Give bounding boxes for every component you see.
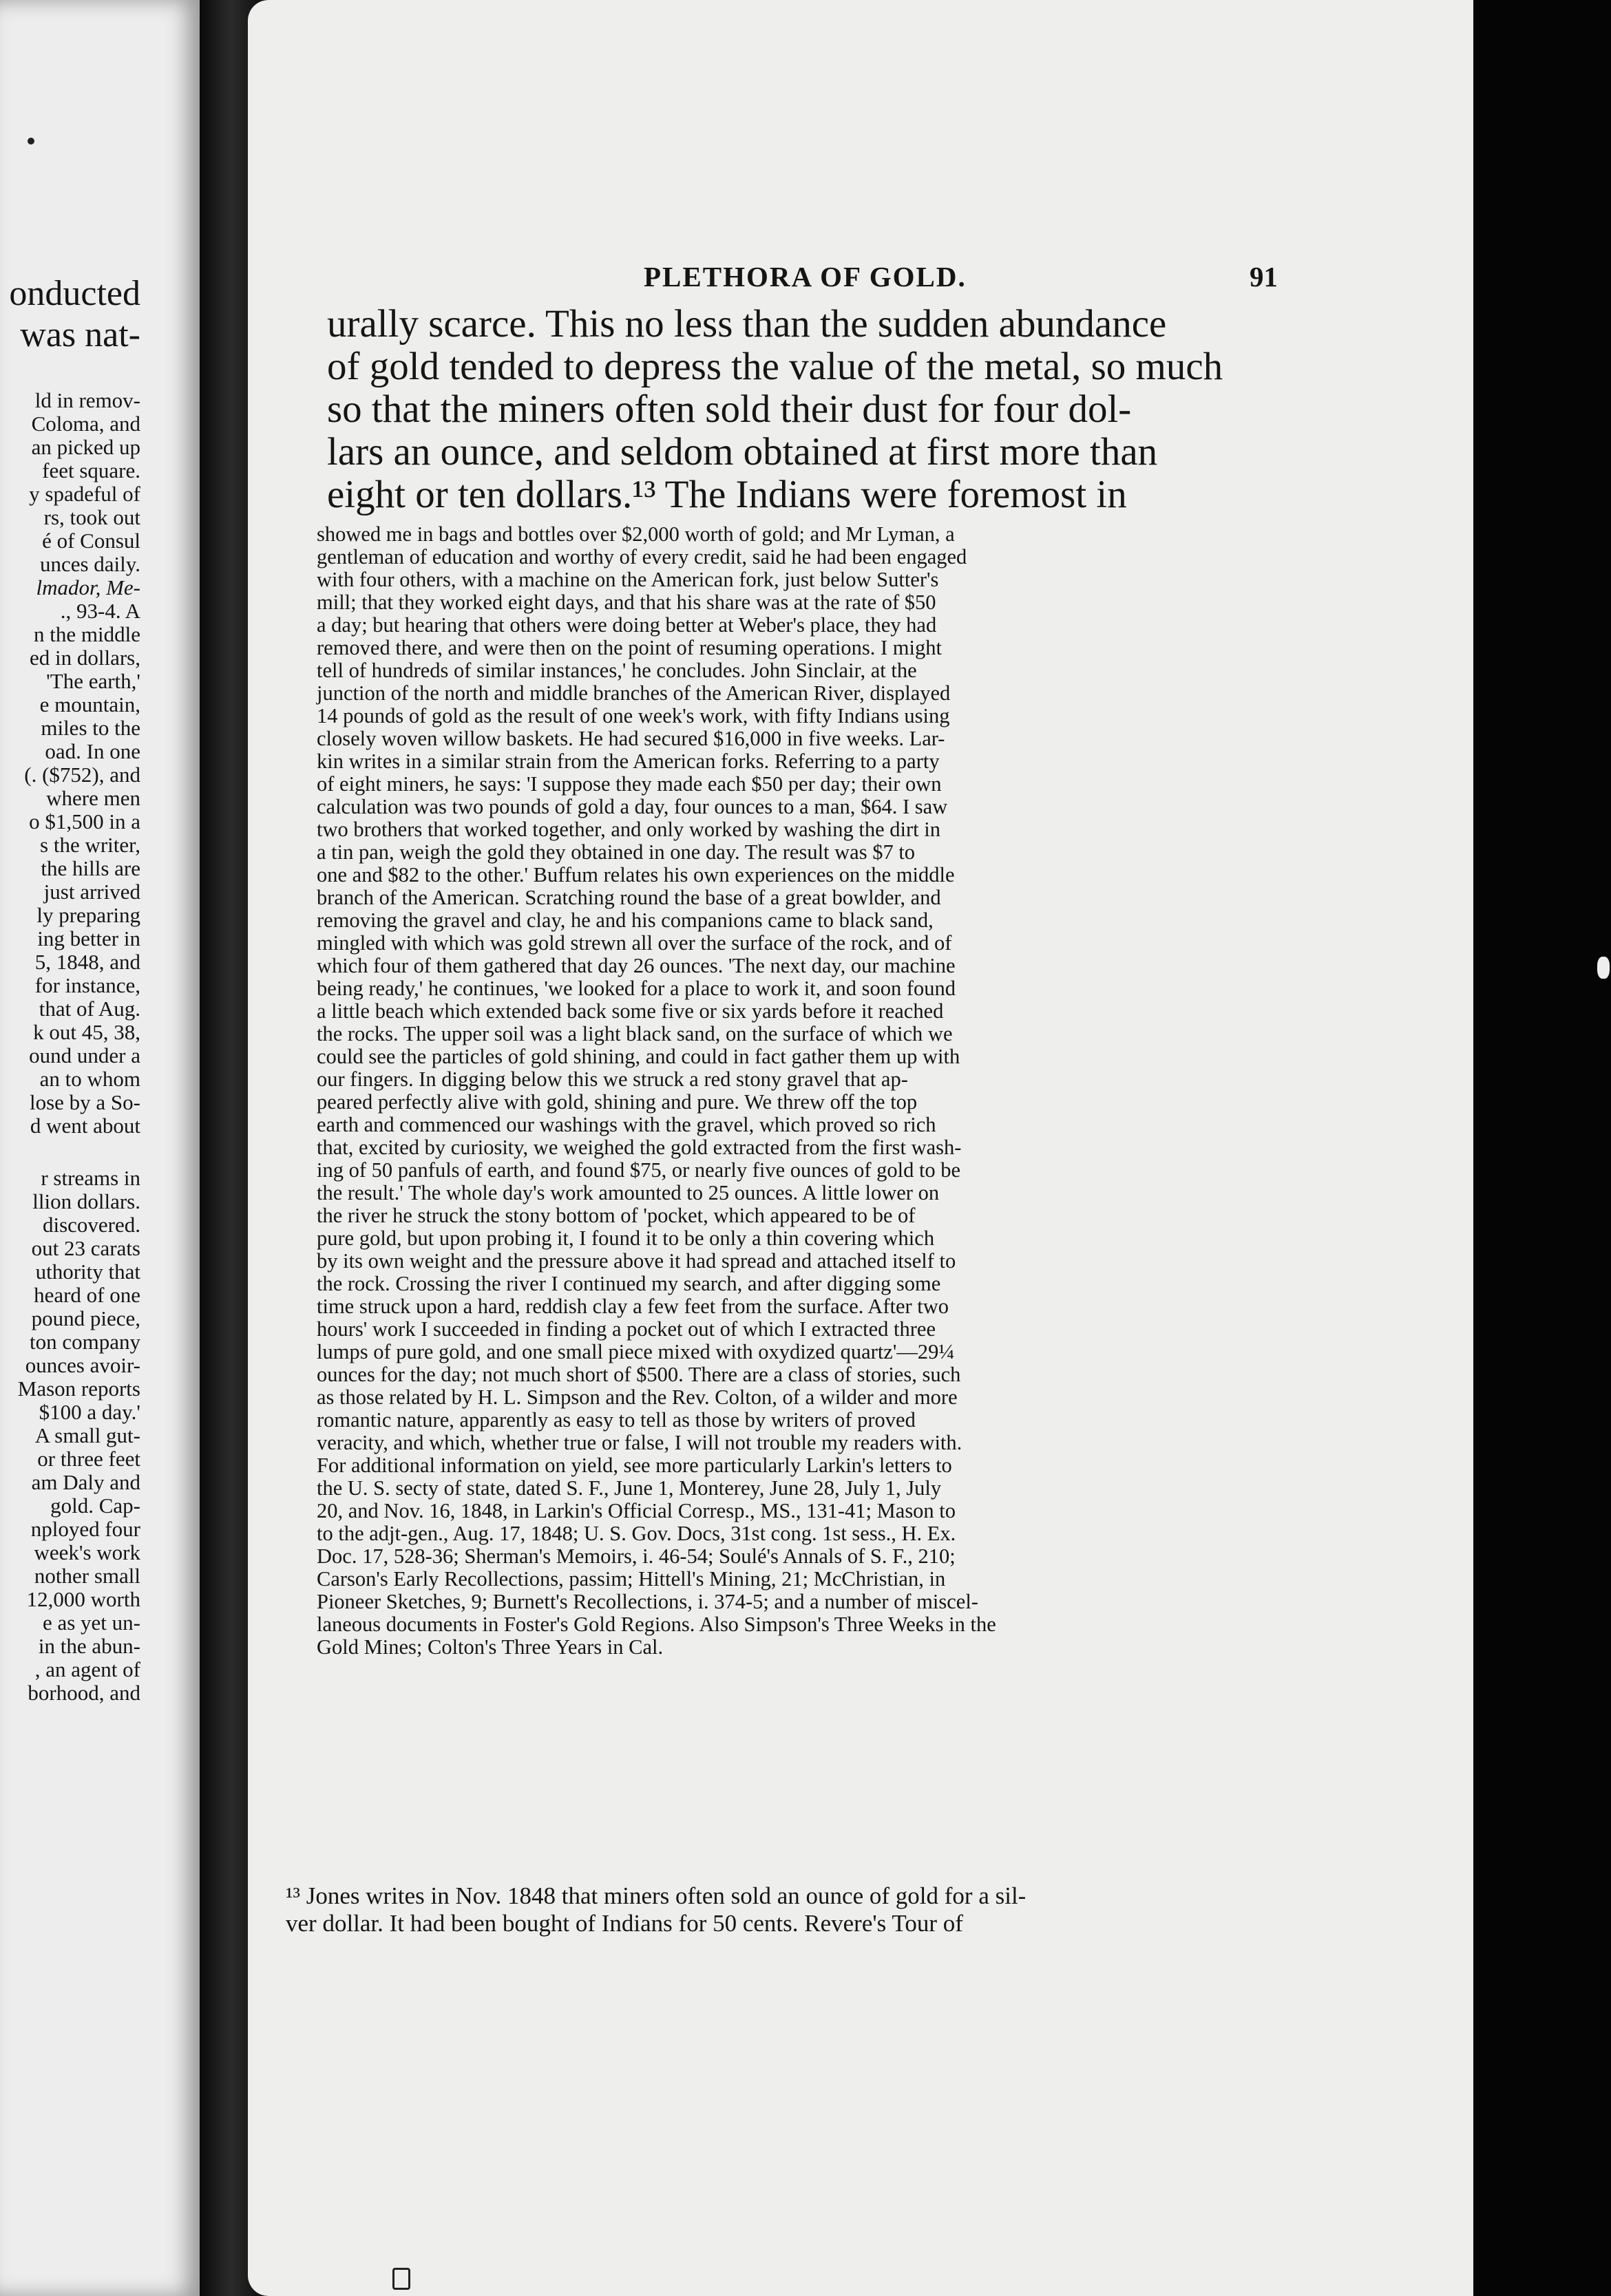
facing-page-line: r streams in xyxy=(41,1166,140,1190)
footnote-line: Carson's Early Recollections, passim; Hittell's Mining, 21; McChristian, in xyxy=(317,1567,946,1591)
facing-page-line: , an agent of xyxy=(34,1657,140,1681)
footnote-line: earth and commenced our washings with the gravel, which proved so rich xyxy=(317,1113,936,1136)
facing-page-line: ld in remov- xyxy=(34,388,140,412)
footnote-line: pure gold, but upon probing it, I found it to be only a thin covering which xyxy=(317,1226,935,1250)
footnote-line: one and $82 to the other.' Buffum relates his own experiences on the middle xyxy=(317,863,955,886)
facing-page-line: 12,000 worth xyxy=(26,1587,140,1611)
footnote-line: ounces for the day; not much short of $500. There are a class of stories, such xyxy=(317,1363,961,1386)
facing-page-line: e mountain, xyxy=(39,692,140,716)
body-line: of gold tended to depress the value of the metal, so much xyxy=(327,345,1223,388)
footnote-line: the rocks. The upper soil was a light black sand, on the surface of which we xyxy=(317,1022,953,1045)
facing-page-line: pound piece, xyxy=(31,1306,140,1330)
page-number: 91 xyxy=(1250,261,1278,293)
body-line: lars an ounce, and seldom obtained at first more than xyxy=(327,430,1158,474)
facing-page-line: e as yet un- xyxy=(42,1611,140,1635)
facing-page-line: nother small xyxy=(34,1564,140,1588)
facing-page-line: 'The earth,' xyxy=(46,669,140,693)
facing-page-line: é of Consul xyxy=(42,529,140,553)
facing-page-line: an to whom xyxy=(39,1067,140,1091)
footnote-13 xyxy=(286,1882,1473,1937)
footnote-line: the rock. Crossing the river I continued my search, and after digging some xyxy=(317,1272,941,1295)
facing-page-line: o $1,500 in a xyxy=(29,809,140,833)
ink-dot xyxy=(28,138,34,145)
facing-page-line: ound under a xyxy=(29,1043,140,1067)
footnote-line: of eight miners, he says: 'I suppose they made each $50 per day; their own xyxy=(317,772,942,796)
footnote-line: mingled with which was gold strewn all over the surface of the rock, and of xyxy=(317,931,952,955)
page-marker-glyph xyxy=(392,2268,410,2290)
footnote-line: closely woven willow baskets. He had secured $16,000 in five weeks. Lar- xyxy=(317,727,945,750)
facing-page-line: am Daly and xyxy=(31,1470,140,1494)
footnote-line: removing the gravel and clay, he and his companions came to black sand, xyxy=(317,908,934,932)
footnote-line: could see the particles of gold shining, and could in fact gather them up with xyxy=(317,1045,960,1068)
facing-page-line: 5, 1848, and xyxy=(34,950,140,974)
footnote-line: the U. S. secty of state, dated S. F., June 1, Monterey, June 28, July 1, July xyxy=(317,1476,942,1500)
facing-page-line: unces daily. xyxy=(39,552,140,576)
facing-page-line: or three feet xyxy=(37,1447,140,1471)
footnote-line: lumps of pure gold, and one small piece mixed with oxydized quartz'—29¼ xyxy=(317,1340,955,1363)
facing-page-line: where men xyxy=(46,786,140,810)
footnote-line: being ready,' he continues, 'we looked for a place to work it, and soon found xyxy=(317,977,956,1000)
footnote-line: laneous documents in Foster's Gold Regions. Also Simpson's Three Weeks in the xyxy=(317,1613,996,1636)
body-text xyxy=(327,303,1473,516)
footnote-line: romantic nature, apparently as easy to tell as those by writers of proved xyxy=(317,1408,916,1432)
footnote-line: with four others, with a machine on the American fork, just below Sutter's xyxy=(317,568,939,591)
facing-page-line: nployed four xyxy=(30,1517,140,1541)
facing-page-line: uthority that xyxy=(35,1259,140,1284)
facing-page-line: for instance, xyxy=(34,973,140,997)
facing-page-line: feet square. xyxy=(42,458,140,482)
footnote-line: to the adjt-gen., Aug. 17, 1848; U. S. Gov. Docs, 31st cong. 1st sess., H. Ex. xyxy=(317,1522,956,1545)
footnote-line: mill; that they worked eight days, and that his share was at the rate of $50 xyxy=(317,591,936,614)
facing-page-line: ounces avoir- xyxy=(25,1353,140,1377)
scan-speck xyxy=(1597,957,1610,979)
footnote-line: junction of the north and middle branches of the American River, displayed xyxy=(317,681,951,705)
facing-page-line: n the middle xyxy=(34,622,140,646)
footnote-line: Pioneer Sketches, 9; Burnett's Recollections, i. 374-5; and a number of miscel- xyxy=(317,1590,978,1613)
footnote-line: a tin pan, weigh the gold they obtained in one day. The result was $7 to xyxy=(317,840,916,864)
footnote-line: ver dollar. It had been bought of Indians for 50 cents. Revere's Tour of xyxy=(286,1910,963,1937)
footnote-line: veracity, and which, whether true or false, I will not trouble my readers with. xyxy=(317,1431,962,1454)
footnote-line: time struck upon a hard, reddish clay a few feet from the surface. After two xyxy=(317,1295,949,1318)
facing-page-line: the hills are xyxy=(41,856,140,880)
footnote-line: peared perfectly alive with gold, shining and pure. We threw off the top xyxy=(317,1090,918,1114)
footnote-line: by its own weight and the pressure above it had spread and attached itself to xyxy=(317,1249,956,1273)
footnote-line: Doc. 17, 528-36; Sherman's Memoirs, i. 46-54; Soulé's Annals of S. F., 210; xyxy=(317,1544,956,1568)
footnote-line: kin writes in a similar strain from the American forks. Referring to a party xyxy=(317,750,940,773)
main-page xyxy=(248,0,1473,2296)
facing-page-line: out 23 carats xyxy=(31,1236,140,1260)
facing-page-line: k out 45, 38, xyxy=(33,1020,140,1044)
body-line: so that the miners often sold their dust for four dol- xyxy=(327,387,1132,431)
facing-page-line: y spadeful of xyxy=(29,482,140,506)
facing-page-line: A small gut- xyxy=(34,1423,140,1447)
facing-page-line: ed in dollars, xyxy=(30,646,140,670)
footnote-line: Gold Mines; Colton's Three Years in Cal. xyxy=(317,1635,664,1659)
facing-page-line: d went about xyxy=(30,1114,140,1138)
footnote-line: branch of the American. Scratching round the base of a great bowlder, and xyxy=(317,886,941,909)
footnote-line: gentleman of education and worthy of every credit, said he had been engaged xyxy=(317,545,967,568)
facing-page xyxy=(0,0,200,2296)
footnote-continuation xyxy=(317,523,1473,1659)
facing-page-line: miles to the xyxy=(41,716,140,740)
facing-page-line: in the abun- xyxy=(38,1634,140,1658)
facing-page-line: oad. In one xyxy=(45,739,140,763)
footnote-line: hours' work I succeeded in finding a pocket out of which I extracted three xyxy=(317,1317,936,1341)
footnote-line: the river he struck the stony bottom of 'pocket, which appeared to be of xyxy=(317,1204,916,1227)
facing-page-line: an picked up xyxy=(31,435,140,459)
facing-page-line: heard of one xyxy=(34,1283,140,1307)
footnote-line: showed me in bags and bottles over $2,000 worth of gold; and Mr Lyman, a xyxy=(317,522,955,546)
footnote-line: 20, and Nov. 16, 1848, in Larkin's Official Corresp., MS., 131-41; Mason to xyxy=(317,1499,956,1522)
facing-page-line: that of Aug. xyxy=(39,997,140,1021)
page-header xyxy=(396,260,1291,295)
footnote-line: a little beach which extended back some five or six yards before it reached xyxy=(317,999,944,1023)
facing-page-line: llion dollars. xyxy=(32,1189,140,1213)
body-line: urally scarce. This no less than the sudden abundance xyxy=(327,302,1167,346)
footnote-line: a day; but hearing that others were doing better at Weber's place, they had xyxy=(317,613,937,637)
facing-page-line: lmador, Me- xyxy=(36,575,140,599)
footnote-line: that, excited by curiosity, we weighed the gold extracted from the first wash- xyxy=(317,1136,962,1159)
facing-page-line: ly preparing xyxy=(36,903,140,927)
footnote-line: 14 pounds of gold as the result of one week's work, with fifty Indians using xyxy=(317,704,950,727)
scan-border xyxy=(1473,0,1611,2296)
footnote-line: ¹³ Jones writes in Nov. 1848 that miners often sold an ounce of gold for a sil- xyxy=(286,1882,1026,1909)
facing-page-line: Coloma, and xyxy=(31,412,140,436)
facing-page-line: ing better in xyxy=(37,926,140,950)
footnote-line: ing of 50 panfuls of earth, and found $75, or nearly five ounces of gold to be xyxy=(317,1158,961,1182)
facing-page-line: discovered. xyxy=(42,1213,140,1237)
facing-page-line: rs, took out xyxy=(43,505,140,529)
facing-page-line: just arrived xyxy=(43,880,140,904)
footnote-line: calculation was two pounds of gold a day, four ounces to a man, $64. I saw xyxy=(317,795,948,818)
footnote-line: as those related by H. L. Simpson and the Rev. Colton, of a wilder and more xyxy=(317,1385,958,1409)
footnote-line: removed there, and were then on the point of resuming operations. I might xyxy=(317,636,942,659)
footnote-line: the result.' The whole day's work amounted to 25 ounces. A little lower on xyxy=(317,1181,940,1204)
footnote-line: our fingers. In digging below this we struck a red stony gravel that ap- xyxy=(317,1067,908,1091)
facing-page-line: (. ($752), and xyxy=(24,763,140,787)
facing-page-line: s the writer, xyxy=(40,833,140,857)
facing-page-line: week's work xyxy=(34,1540,140,1564)
facing-page-line: $100 a day.' xyxy=(39,1400,140,1424)
facing-page-line: borhood, and xyxy=(28,1681,140,1705)
body-line: eight or ten dollars.¹³ The Indians were foremost in xyxy=(327,473,1127,516)
footnote-line: tell of hundreds of similar instances,' he concludes. John Sinclair, at the xyxy=(317,659,917,682)
footnote-line: For additional information on yield, see more particularly Larkin's letters to xyxy=(317,1454,952,1477)
footnote-line: two brothers that worked together, and only worked by washing the dirt in xyxy=(317,818,940,841)
facing-page-line: ., 93-4. A xyxy=(60,599,140,623)
footnote-line: which four of them gathered that day 26 ounces. 'The next day, our machine xyxy=(317,954,956,977)
facing-page-line: onducted xyxy=(9,274,140,313)
facing-page-line: was nat- xyxy=(20,315,140,354)
facing-page-line: ton company xyxy=(30,1330,140,1354)
facing-page-line: lose by a So- xyxy=(29,1090,140,1114)
facing-page-line: Mason reports xyxy=(17,1376,140,1401)
facing-page-line: gold. Cap- xyxy=(50,1494,140,1518)
running-title: PLETHORA OF GOLD. xyxy=(644,261,967,293)
